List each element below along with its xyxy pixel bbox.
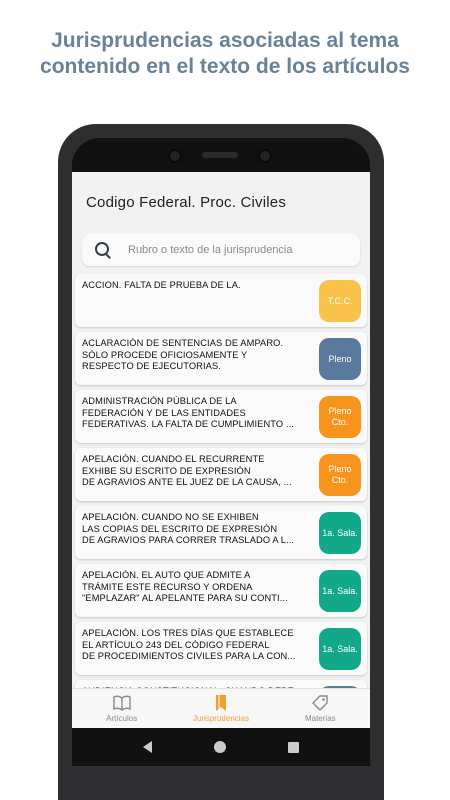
title-line: APELACIÓN. LOS TRES DÍAS QUE ESTABLECE — [82, 628, 294, 638]
title-line: RESPECTO DE EJECUTORIAS. — [82, 361, 221, 371]
list-item[interactable] — [75, 390, 367, 443]
bottom-navigation — [72, 688, 370, 728]
system-navigation-bar — [72, 728, 370, 766]
list-item[interactable] — [75, 622, 367, 675]
court-badge: T.C.C. — [319, 280, 361, 322]
court-badge: 1a. Sala. — [319, 570, 361, 612]
back-triangle-icon[interactable] — [143, 741, 152, 753]
title-line: ACCION. FALTA DE PRUEBA DE LA. — [82, 280, 241, 290]
court-badge: 1a. Sala. — [319, 512, 361, 554]
title-line: ACLARACIÓN DE SENTENCIAS DE AMPARO. — [82, 338, 284, 348]
jurisprudencia-title — [82, 512, 313, 548]
title-line: APELACIÓN. CUANDO EL RECURRENTE — [82, 454, 265, 464]
title-line: EL ARTÍCULO 243 DEL CÓDIGO FEDERAL — [82, 639, 270, 650]
title-line: EXHIBE SU ESCRITO DE EXPRESIÓN — [82, 465, 251, 476]
title-line: FEDERACIÓN Y DE LAS ENTIDADES — [82, 407, 246, 418]
home-circle-icon[interactable] — [214, 741, 226, 753]
court-badge: Pleno Cto. — [319, 454, 361, 496]
promo-headline — [0, 28, 450, 80]
court-badge: Pleno Cto. — [319, 396, 361, 438]
title-line: DE AGRAVIOS ANTE EL JUEZ DE LA CAUSA, ... — [82, 477, 292, 487]
court-badge: Pleno — [319, 338, 361, 380]
phone-screen-bezel — [72, 138, 370, 800]
phone-frame — [58, 124, 384, 800]
phone-chin — [58, 766, 384, 800]
list-item[interactable] — [75, 332, 367, 385]
title-line: SÓLO PROCEDE OFICIOSAMENTE Y — [82, 349, 248, 360]
title-line: APELACIÓN. EL AUTO QUE ADMITE A — [82, 570, 251, 580]
search-icon[interactable] — [94, 241, 112, 259]
jurisprudencia-list[interactable] — [72, 274, 370, 728]
jurisprudencia-title — [82, 280, 313, 316]
recent-square-icon[interactable] — [288, 742, 299, 753]
nav-materias[interactable] — [275, 695, 365, 723]
title-line: ADMINISTRACIÓN PÚBLICA DE LA — [82, 396, 237, 406]
app-screen — [72, 172, 370, 728]
jurisprudencia-title — [82, 338, 313, 374]
list-item[interactable] — [75, 274, 367, 327]
court-badge: 1a. Sala. — [319, 628, 361, 670]
list-item[interactable] — [75, 564, 367, 617]
title-line: LAS COPIAS DEL ESCRITO DE EXPRESIÓN — [82, 523, 278, 534]
headline-line-1: Jurisprudencias asociadas al tema — [51, 29, 399, 52]
nav-jurisprudencias-label: Jurisprudencias — [192, 713, 249, 723]
headline-line-2: contenido en el texto de los artículos — [40, 55, 410, 78]
nav-jurisprudencias[interactable] — [176, 695, 266, 723]
tag-icon — [311, 695, 329, 711]
front-camera-icon — [168, 149, 182, 163]
title-line: "EMPLAZAR" AL APELANTE PARA SU CONTI... — [82, 593, 288, 603]
title-line: TRÁMITE ESTE RECURSO Y ORDENA — [82, 581, 253, 592]
title-line: DE AGRAVIOS PARA CORRER TRASLADO A L... — [82, 535, 295, 545]
speaker-grille — [202, 152, 238, 158]
nav-materias-label: Materias — [304, 713, 336, 723]
bookmark-icon — [212, 695, 230, 711]
list-item[interactable] — [75, 506, 367, 559]
jurisprudencia-title — [82, 396, 313, 432]
jurisprudencia-title — [82, 628, 313, 664]
title-line: APELACIÓN. CUANDO NO SE EXHIBEN — [82, 512, 259, 522]
open-book-icon — [113, 695, 131, 711]
front-sensor-icon — [258, 149, 272, 163]
app-title: Codigo Federal. Proc. Civiles — [86, 194, 287, 211]
phone-notch — [72, 138, 370, 172]
title-line: FEDERATIVAS. LA FALTA DE CUMPLIMIENTO ... — [82, 419, 294, 429]
list-item[interactable] — [75, 448, 367, 501]
nav-articulos[interactable] — [77, 695, 167, 723]
jurisprudencia-title — [82, 570, 313, 606]
title-line: DE PROCEDIMIENTOS CIVILES PARA LA CON... — [82, 651, 296, 661]
nav-articulos-label: Artículos — [106, 713, 138, 723]
jurisprudencia-title — [82, 454, 313, 490]
search-bar[interactable] — [82, 234, 360, 266]
search-input[interactable] — [128, 244, 360, 256]
